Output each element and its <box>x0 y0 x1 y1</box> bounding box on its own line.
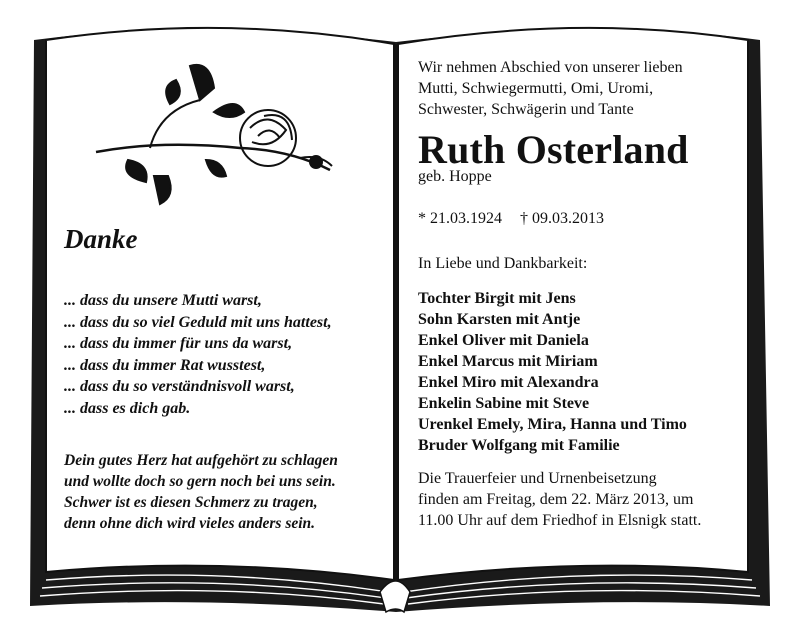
verse-line: ... dass du so verständnisvoll warst, <box>64 378 295 395</box>
poem-line: Dein gutes Herz hat aufgehört zu schlagen <box>64 452 338 469</box>
verses-block <box>64 290 332 419</box>
maiden-name: geb. Hoppe <box>418 168 492 185</box>
intro-line: Mutti, Schwiegermutti, Omi, Uromi, <box>418 80 654 97</box>
birth-date: * 21.03.1924 <box>418 210 502 227</box>
family-member: Enkelin Sabine mit Steve <box>418 395 590 412</box>
verse-line: ... dass du so viel Geduld mit uns hattest, <box>64 313 332 331</box>
funeral-line: 11.00 Uhr auf dem Friedhof in Elsnigk statt. <box>418 512 702 529</box>
verse-line: ... dass es dich gab. <box>64 399 191 417</box>
verse-line: ... dass du immer Rat wusstest, <box>64 356 266 374</box>
in-love-line: In Liebe und Dankbarkeit: <box>418 255 588 272</box>
funeral-line: Die Trauerfeier und Urnenbeisetzung <box>418 470 657 487</box>
funeral-line: finden am Freitag, dem 22. März 2013, um <box>418 491 694 508</box>
death-date: † 09.03.2013 <box>520 210 604 227</box>
life-dates <box>418 210 618 228</box>
family-member: Enkel Miro mit Alexandra <box>418 374 599 391</box>
family-member: Bruder Wolfgang mit Familie <box>418 437 620 454</box>
poem-block <box>64 450 338 534</box>
family-member: Enkel Marcus mit Miriam <box>418 353 598 370</box>
family-member: Enkel Oliver mit Daniela <box>418 332 589 349</box>
family-member: Sohn Karsten mit Antje <box>418 311 581 328</box>
danke-heading: Danke <box>64 224 138 254</box>
deceased-name: Ruth Osterland <box>418 127 689 172</box>
poem-line: denn ohne dich wird vieles anders sein. <box>64 515 316 532</box>
intro-line: Schwester, Schwägerin und Tante <box>418 101 634 118</box>
verse-line: ... dass du unsere Mutti warst, <box>64 292 262 309</box>
poem-line: Schwer ist es diesen Schmerz zu tragen, <box>64 494 318 511</box>
intro-block <box>418 57 748 120</box>
family-member: Tochter Birgit mit Jens <box>418 290 576 307</box>
bookmark-ribbon <box>380 581 410 612</box>
poem-line: und wollte doch so gern noch bei uns sein. <box>64 473 336 490</box>
family-member: Urenkel Emely, Mira, Hanna und Timo <box>418 416 687 433</box>
intro-line: Wir nehmen Abschied von unserer lieben <box>418 59 683 76</box>
family-list <box>418 288 687 456</box>
verse-line: ... dass du immer für uns da warst, <box>64 335 293 352</box>
funeral-notice <box>418 468 701 531</box>
